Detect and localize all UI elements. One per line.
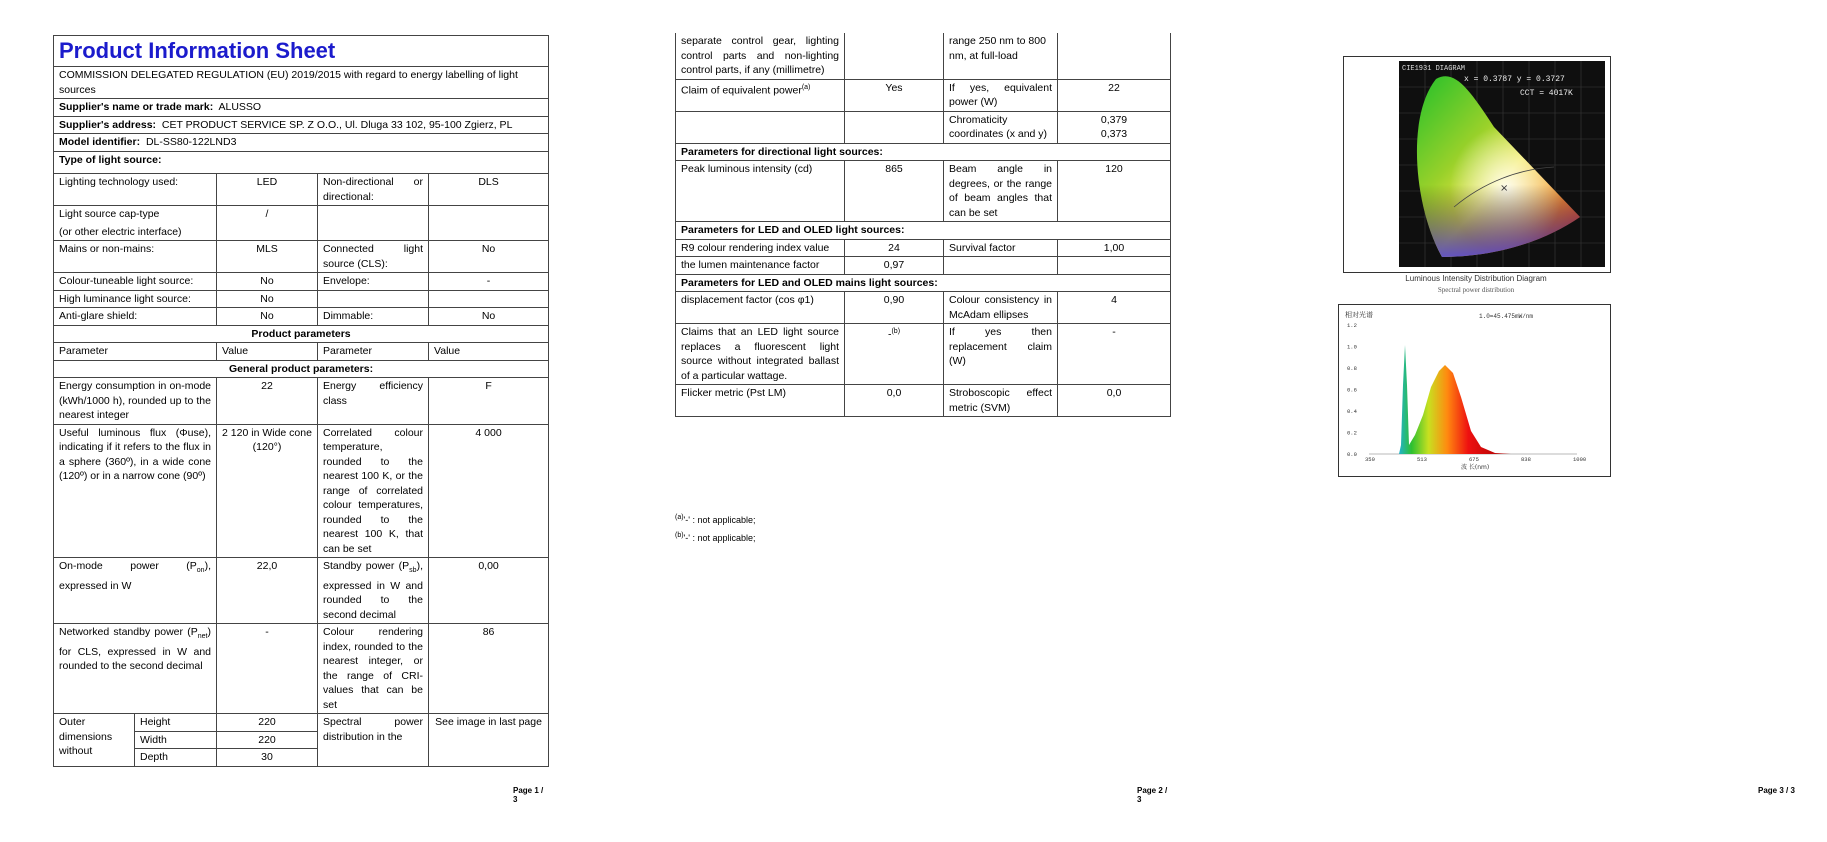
empty-cell bbox=[1058, 33, 1171, 79]
model-label: Model identifier: bbox=[59, 136, 141, 148]
empty-cell bbox=[845, 33, 944, 79]
page-number: Page 1 / 3 bbox=[513, 786, 544, 804]
cct-label: Correlated colour temperature, rounded to the nearest 100 K, or the range of correlated colour temperatures, rounded to the nearest 100 K, that can be set bbox=[318, 424, 429, 558]
supplier-address-row bbox=[54, 116, 549, 134]
r9-value: 24 bbox=[845, 239, 944, 257]
page-number: Page 3 / 3 bbox=[1758, 786, 1795, 795]
high-luminance-value: No bbox=[217, 290, 318, 308]
spd-y-tick-label: 0.2 bbox=[1347, 429, 1357, 437]
dimmable-value: No bbox=[429, 308, 549, 326]
outer-dimensions-label: Outer dimensions without bbox=[54, 714, 135, 767]
empty-cell bbox=[1058, 257, 1171, 275]
cie-title: CIE1931 DIAGRAM bbox=[1402, 65, 1466, 73]
product-parameters-heading: Product parameters bbox=[54, 325, 549, 343]
spd-y-tick-label: 0.0 bbox=[1347, 451, 1357, 458]
chromaticity-values bbox=[1058, 111, 1171, 143]
spd-x-tick-label: 838 bbox=[1521, 456, 1531, 463]
cie-point-marker: × bbox=[1500, 183, 1509, 194]
cri-label: Colour rendering index, rounded to the nearest integer, or the range of CRI-values that can be set bbox=[318, 624, 429, 714]
empty-cell bbox=[676, 111, 845, 143]
tech-label: Lighting technology used: bbox=[54, 174, 217, 206]
cap-type-label-line1: Light source cap-type bbox=[59, 208, 160, 220]
column-header-parameter: Parameter bbox=[54, 343, 217, 361]
anti-glare-value: No bbox=[217, 308, 318, 326]
energy-efficiency-value: F bbox=[429, 378, 549, 425]
empty-cell bbox=[429, 290, 549, 308]
envelope-label: Envelope: bbox=[318, 273, 429, 291]
width-label: Width bbox=[135, 731, 217, 749]
regulation-text: COMMISSION DELEGATED REGULATION (EU) 2019/2015 with regard to energy labelling of light sources bbox=[54, 67, 549, 99]
displacement-factor-label: displacement factor (cos φ1) bbox=[676, 292, 845, 324]
spd-range-label: range 250 nm to 800 nm, at full-load bbox=[944, 33, 1058, 79]
column-header-value: Value bbox=[217, 343, 318, 361]
luminous-flux-value: 2 120 in Wide cone (120°) bbox=[217, 424, 318, 558]
nondir-value: DLS bbox=[429, 174, 549, 206]
networked-standby-value: - bbox=[217, 624, 318, 714]
chromaticity-y: 0,373 bbox=[1100, 128, 1128, 140]
column-header-parameter-2: Parameter bbox=[318, 343, 429, 361]
networked-standby-label: Networked standby power $(P_{net})$ for CLS, expressed in W and rounded to the second decimal bbox=[54, 624, 217, 714]
empty-cell bbox=[845, 111, 944, 143]
spd-chart-frame bbox=[1338, 304, 1611, 477]
supplier-name: ALUSSO bbox=[218, 101, 262, 113]
spd-chart bbox=[1339, 305, 1610, 476]
cap-type-label-line2: (or other electric interface) bbox=[59, 225, 182, 238]
spd-y-tick-label: 0.8 bbox=[1347, 365, 1357, 372]
directional-parameters-heading: Parameters for directional light sources: bbox=[676, 143, 1171, 161]
led-mains-parameters-heading: Parameters for LED and OLED mains light sources: bbox=[676, 274, 1171, 292]
cie-diagram-frame bbox=[1343, 56, 1611, 273]
depth-value: 30 bbox=[217, 749, 318, 767]
claim-equivalent-power-value: Yes bbox=[845, 79, 944, 111]
nondir-label: Non-directional or directional: bbox=[318, 174, 429, 206]
mains-value: MLS bbox=[217, 241, 318, 273]
cie-cct: CCT = 4017K bbox=[1520, 89, 1573, 98]
high-luminance-label: High luminance light source: bbox=[54, 290, 217, 308]
height-value: 220 bbox=[217, 714, 318, 732]
spd-y-tick-label: 1.2 bbox=[1347, 322, 1357, 329]
column-header-value-2: Value bbox=[429, 343, 549, 361]
empty-cell bbox=[429, 206, 549, 241]
mains-label: Mains or non-mains: bbox=[54, 241, 217, 273]
cls-value: No bbox=[429, 241, 549, 273]
page-title: Product Information Sheet bbox=[54, 36, 549, 67]
spd-x-tick-label: 1000 bbox=[1573, 456, 1587, 463]
dimensions-continued-label: separate control gear, lighting control parts and non-lighting control parts, if any (millimetre) bbox=[676, 33, 845, 79]
model-row bbox=[54, 134, 549, 152]
spd-y-tick-label: 0.4 bbox=[1347, 408, 1357, 415]
product-info-table-continued bbox=[675, 33, 1171, 417]
spd-caption: Spectral power distribution bbox=[1437, 286, 1515, 294]
beam-angle-value: 120 bbox=[1058, 161, 1171, 222]
spd-x-axis-label: 波 长(nm) bbox=[1461, 464, 1490, 471]
footnote-a: $^{(a)}$'-' : not applicable; bbox=[675, 514, 756, 525]
spd-spectrum-curve bbox=[1369, 345, 1511, 454]
led-replacement-claim-label: Claims that an LED light source replaces a fluorescent light source without integrated ballast of a particular wattage. bbox=[676, 324, 845, 385]
energy-consumption-label: Energy consumption in on-mode (kWh/1000 h), rounded up to the nearest integer bbox=[54, 378, 217, 425]
colour-tuneable-label: Colour-tuneable light source: bbox=[54, 273, 217, 291]
depth-label: Depth bbox=[135, 749, 217, 767]
lumen-maintenance-label: the lumen maintenance factor bbox=[676, 257, 845, 275]
type-of-light-source-label: Type of light source: bbox=[54, 151, 549, 174]
spectral-power-label: Spectral power distribution in the bbox=[318, 714, 429, 767]
led-replacement-claim-value: -$^{(b)}$ bbox=[845, 324, 944, 385]
colour-tuneable-value: No bbox=[217, 273, 318, 291]
equivalent-power-label: If yes, equivalent power (W) bbox=[944, 79, 1058, 111]
spectral-power-value: See image in last page bbox=[429, 714, 549, 767]
cie-1931-diagram bbox=[1344, 57, 1610, 272]
spd-x-tick-label: 675 bbox=[1469, 456, 1479, 463]
flicker-metric-value: 0,0 bbox=[845, 385, 944, 417]
model-identifier: DL-SS80-122LND3 bbox=[145, 136, 237, 148]
spd-y-tick-label: 1.0 bbox=[1347, 343, 1357, 351]
cls-label: Connected light source (CLS): bbox=[318, 241, 429, 273]
product-info-table bbox=[53, 35, 549, 767]
spd-y-tick-label: 0.6 bbox=[1347, 386, 1357, 394]
flicker-metric-label: Flicker metric (Pst LM) bbox=[676, 385, 845, 417]
chromaticity-label: Chromaticity coordinates (x and y) bbox=[944, 111, 1058, 143]
supplier-name-label: Supplier's name or trade mark: bbox=[59, 101, 214, 113]
spd-x-tick-label: 350 bbox=[1365, 456, 1375, 463]
replacement-claim-label: If yes then replacement claim (W) bbox=[944, 324, 1058, 385]
cct-value: 4 000 bbox=[429, 424, 549, 558]
on-mode-power-label: On-mode power $(P_{on})$, expressed in W bbox=[54, 558, 217, 624]
chromaticity-x: 0,379 bbox=[1100, 113, 1128, 126]
dimmable-label: Dimmable: bbox=[318, 308, 429, 326]
empty-cell bbox=[944, 257, 1058, 275]
page-number: Page 2 / 3 bbox=[1137, 786, 1168, 804]
stroboscopic-value: 0,0 bbox=[1058, 385, 1171, 417]
r9-label: R9 colour rendering index value bbox=[676, 239, 845, 257]
height-label: Height bbox=[135, 714, 217, 732]
on-mode-power-value: 22,0 bbox=[217, 558, 318, 624]
cap-type-label bbox=[54, 206, 217, 241]
luminous-flux-label: Useful luminous flux (Φuse), indicating if it refers to the flux in a sphere (360º), in a wide cone (120º) or in a narrow cone (90º) bbox=[54, 424, 217, 558]
equivalent-power-value: 22 bbox=[1058, 79, 1171, 111]
cri-value: 86 bbox=[429, 624, 549, 714]
spd-y-ticks bbox=[1347, 322, 1358, 458]
standby-power-label: Standby power $(P_{sb})$, expressed in W and rounded to the second decimal bbox=[318, 558, 429, 624]
beam-angle-label: Beam angle in degrees, or the range of beam angles that can be set bbox=[944, 161, 1058, 222]
led-parameters-heading: Parameters for LED and OLED light sources: bbox=[676, 222, 1171, 240]
colour-consistency-value: 4 bbox=[1058, 292, 1171, 324]
standby-power-value: 0,00 bbox=[429, 558, 549, 624]
spd-x-ticks bbox=[1365, 456, 1586, 463]
cap-type-value: / bbox=[217, 206, 318, 241]
energy-efficiency-label: Energy efficiency class bbox=[318, 378, 429, 425]
energy-consumption-value: 22 bbox=[217, 378, 318, 425]
width-value: 220 bbox=[217, 731, 318, 749]
cie-coordinates: x = 0.3787 y = 0.3727 bbox=[1464, 75, 1565, 84]
survival-factor-value: 1,00 bbox=[1058, 239, 1171, 257]
supplier-address-label: Supplier's address: bbox=[59, 118, 157, 131]
colour-consistency-label: Colour consistency in McAdam ellipses bbox=[944, 292, 1058, 324]
spd-scale-note: 1.0=45.475mW/nm bbox=[1479, 313, 1534, 320]
footnote-b: $^{(b)}$'-' : not applicable; bbox=[675, 532, 756, 543]
tech-value: LED bbox=[217, 174, 318, 206]
peak-intensity-value: 865 bbox=[845, 161, 944, 222]
general-parameters-heading: General product parameters: bbox=[54, 360, 549, 378]
lid-caption: Luminous Intensity Distribution Diagram bbox=[1405, 274, 1547, 283]
empty-cell bbox=[318, 290, 429, 308]
replacement-claim-value: - bbox=[1058, 324, 1171, 385]
displacement-factor-value: 0,90 bbox=[845, 292, 944, 324]
claim-equivalent-power-label: Claim of equivalent power$^{(a)}$ bbox=[676, 79, 845, 111]
supplier-address: CET PRODUCT SERVICE SP. Z O.O., Ul. Dluga 33 102, 95-100 Zgierz, PL bbox=[161, 118, 513, 131]
spd-y-axis-label: 相对光谱 bbox=[1345, 311, 1373, 319]
envelope-value: - bbox=[429, 273, 549, 291]
anti-glare-label: Anti-glare shield: bbox=[54, 308, 217, 326]
survival-factor-label: Survival factor bbox=[944, 239, 1058, 257]
stroboscopic-label: Stroboscopic effect metric (SVM) bbox=[944, 385, 1058, 417]
supplier-name-row bbox=[54, 99, 549, 117]
peak-intensity-label: Peak luminous intensity (cd) bbox=[676, 161, 845, 222]
spd-x-tick-label: 513 bbox=[1417, 456, 1427, 463]
lumen-maintenance-value: 0,97 bbox=[845, 257, 944, 275]
empty-cell bbox=[318, 206, 429, 241]
